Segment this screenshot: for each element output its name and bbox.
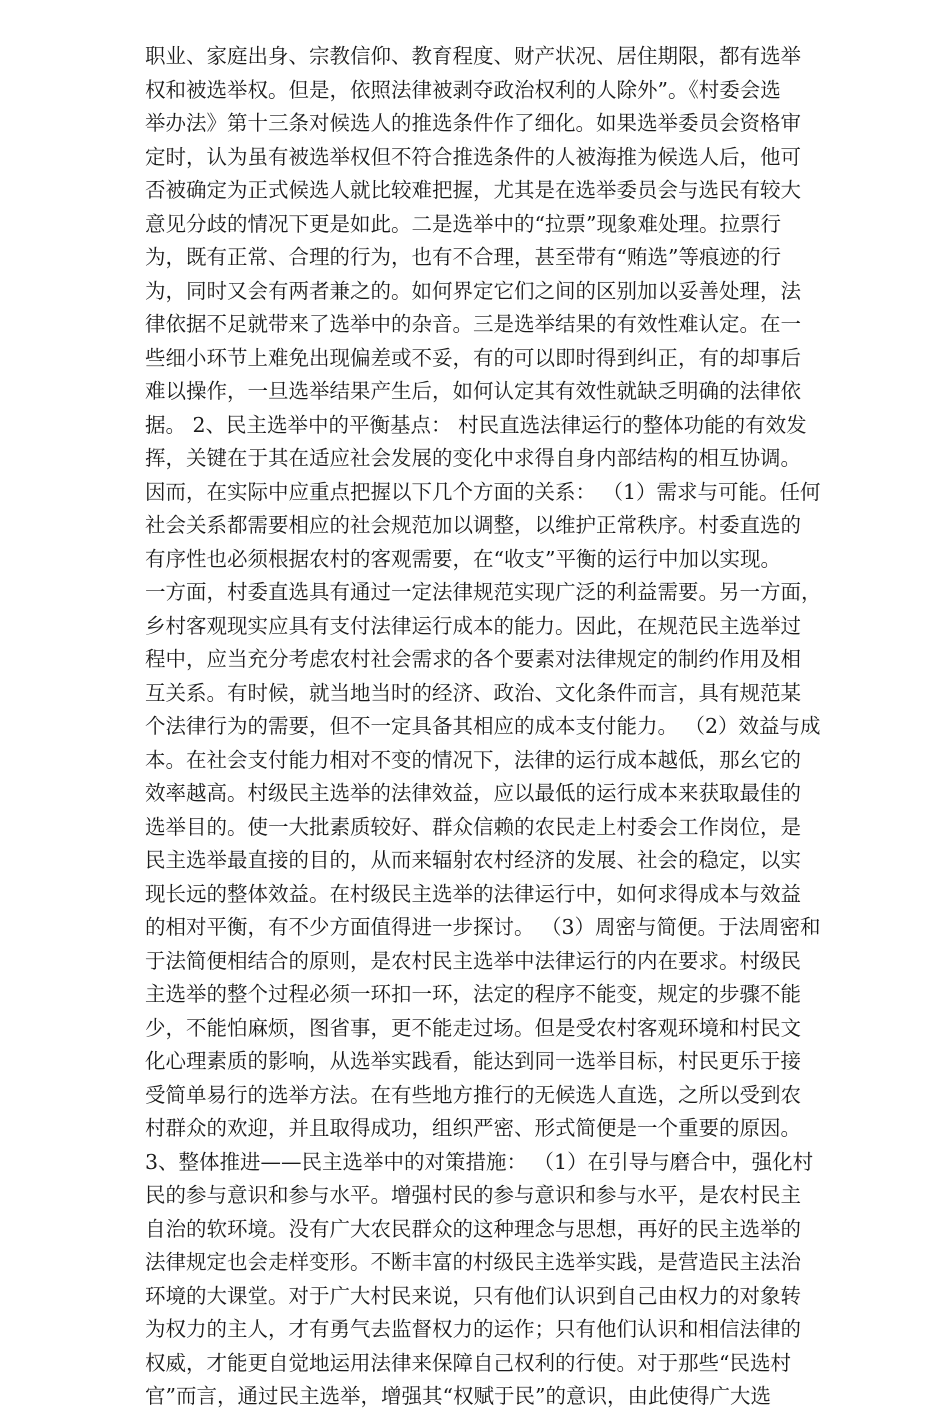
text-line: 定时，认为虽有被选举权但不符合推选条件的人被海推为候选人后，他可 bbox=[145, 144, 801, 169]
text-line: 程中，应当充分考虑农村社会需求的各个要素对法律规定的制约作用及相 bbox=[145, 647, 801, 671]
text-line: 环境的大课堂。对于广大村民来说，只有他们认识到自己由权力的对象转 bbox=[145, 1283, 801, 1308]
text-line: 一方面，村委直选具有通过一定法律规范实现广泛的利益需要。另一方面， bbox=[145, 580, 822, 604]
text-line: 有序性也必须根据农村的客观需要，在“收支”平衡的运行中加以实现。 bbox=[145, 546, 781, 571]
text-line: 权和被选举权。但是，依照法律被剥夺政治权利的人除外”。《村委会选 bbox=[145, 77, 781, 102]
text-line: 效率越高。村级民主选举的法律效益，应以最低的运行成本来获取最佳的 bbox=[145, 781, 801, 805]
text-line: 民主选举最直接的目的，从而来辐射农村经济的发展、社会的稳定，以实 bbox=[145, 848, 801, 872]
text-line: 举办法》第十三条对候选人的推选条件作了细化。如果选举委员会资格审 bbox=[145, 111, 801, 135]
text-line: 法律规定也会走样变形。不断丰富的村级民主选举实践，是营造民主法治 bbox=[145, 1250, 801, 1274]
text-line: 选举目的。使一大批素质较好、群众信赖的农民走上村委会工作岗位，是 bbox=[145, 814, 801, 839]
text-line: 些细小环节上难免出现偏差或不妥，有的可以即时得到纠正，有的却事后 bbox=[145, 345, 801, 370]
text-line: 主选举的整个过程必须一环扣一环，法定的程序不能变，规定的步骤不能 bbox=[145, 982, 801, 1006]
text-line: 于法简便相结合的原则，是农村民主选举中法律运行的内在要求。村级民 bbox=[145, 948, 801, 973]
text-line: 个法律行为的需要，但不一定具备其相应的成本支付能力。 （2）效益与成 bbox=[145, 714, 821, 738]
text-line: 否被确定为正式候选人就比较难把握，尤其是在选举委员会与选民有较大 bbox=[145, 178, 801, 202]
text-line: 律依据不足就带来了选举中的杂音。三是选举结果的有效性难认定。在一 bbox=[145, 312, 801, 336]
text-line: 为，同时又会有两者兼之的。如何界定它们之间的区别加以妥善处理，法 bbox=[145, 278, 801, 303]
text-line: 的相对平衡，有不少方面值得进一步探讨。 （3）周密与简便。于法周密和 bbox=[145, 915, 821, 939]
text-line: 乡村客观现实应具有支付法律运行成本的能力。因此，在规范民主选举过 bbox=[145, 613, 801, 638]
text-line: 民的参与意识和参与水平。增强村民的参与意识和参与水平，是农村民主 bbox=[145, 1183, 801, 1207]
text-line: 权威，才能更自觉地运用法律来保障自己权利的行使。对于那些“民选村 bbox=[145, 1350, 791, 1375]
document-body bbox=[145, 40, 885, 1414]
text-line: 为，既有正常、合理的行为，也有不合理，甚至带有“贿选”等痕迹的行 bbox=[145, 245, 781, 269]
text-line: 挥，关键在于其在适应社会发展的变化中求得自身内部结构的相互协调。 bbox=[145, 446, 801, 470]
text-line: 难以操作，一旦选举结果产生后，如何认定其有效性就缺乏明确的法律依 bbox=[145, 379, 801, 403]
text-line: 化心理素质的影响，从选举实践看，能达到同一选举目标，村民更乐于接 bbox=[145, 1049, 801, 1073]
text-line: 自治的软环境。没有广大农民群众的这种理念与思想，再好的民主选举的 bbox=[145, 1216, 801, 1241]
text-line: 3、整体推进——民主选举中的对策措施： （1）在引导与磨合中，强化村 bbox=[145, 1149, 814, 1174]
text-line: 现长远的整体效益。在村级民主选举的法律运行中，如何求得成本与效益 bbox=[145, 881, 801, 906]
text-line: 官”而言，通过民主选举，增强其“权赋于民”的意识，由此使得广大选 bbox=[145, 1384, 771, 1408]
text-line: 因而，在实际中应重点把握以下几个方面的关系： （1）需求与可能。任何 bbox=[145, 479, 821, 504]
text-line: 为权力的主人，才有勇气去监督权力的运作；只有他们认识和相信法律的 bbox=[145, 1317, 801, 1341]
text-line: 本。在社会支付能力相对不变的情况下，法律的运行成本越低，那幺它的 bbox=[145, 747, 801, 772]
text-line: 社会关系都需要相应的社会规范加以调整，以维护正常秩序。村委直选的 bbox=[145, 513, 801, 537]
text-line: 职业、家庭出身、宗教信仰、教育程度、财产状况、居住期限，都有选举 bbox=[145, 44, 801, 68]
text-line: 少，不能怕麻烦，图省事，更不能走过场。但是受农村客观环境和村民文 bbox=[145, 1015, 801, 1040]
text-line: 意见分歧的情况下更是如此。二是选举中的“拉票”现象难处理。拉票行 bbox=[145, 211, 781, 236]
text-line: 据。 2、民主选举中的平衡基点： 村民直选法律运行的整体功能的有效发 bbox=[145, 412, 807, 437]
text-line: 村群众的欢迎，并且取得成功，组织严密、形式简便是一个重要的原因。 bbox=[145, 1116, 801, 1140]
text-line: 受简单易行的选举方法。在有些地方推行的无候选人直选，之所以受到农 bbox=[145, 1082, 801, 1107]
text-line: 互关系。有时候，就当地当时的经济、政治、文化条件而言，具有规范某 bbox=[145, 680, 801, 705]
